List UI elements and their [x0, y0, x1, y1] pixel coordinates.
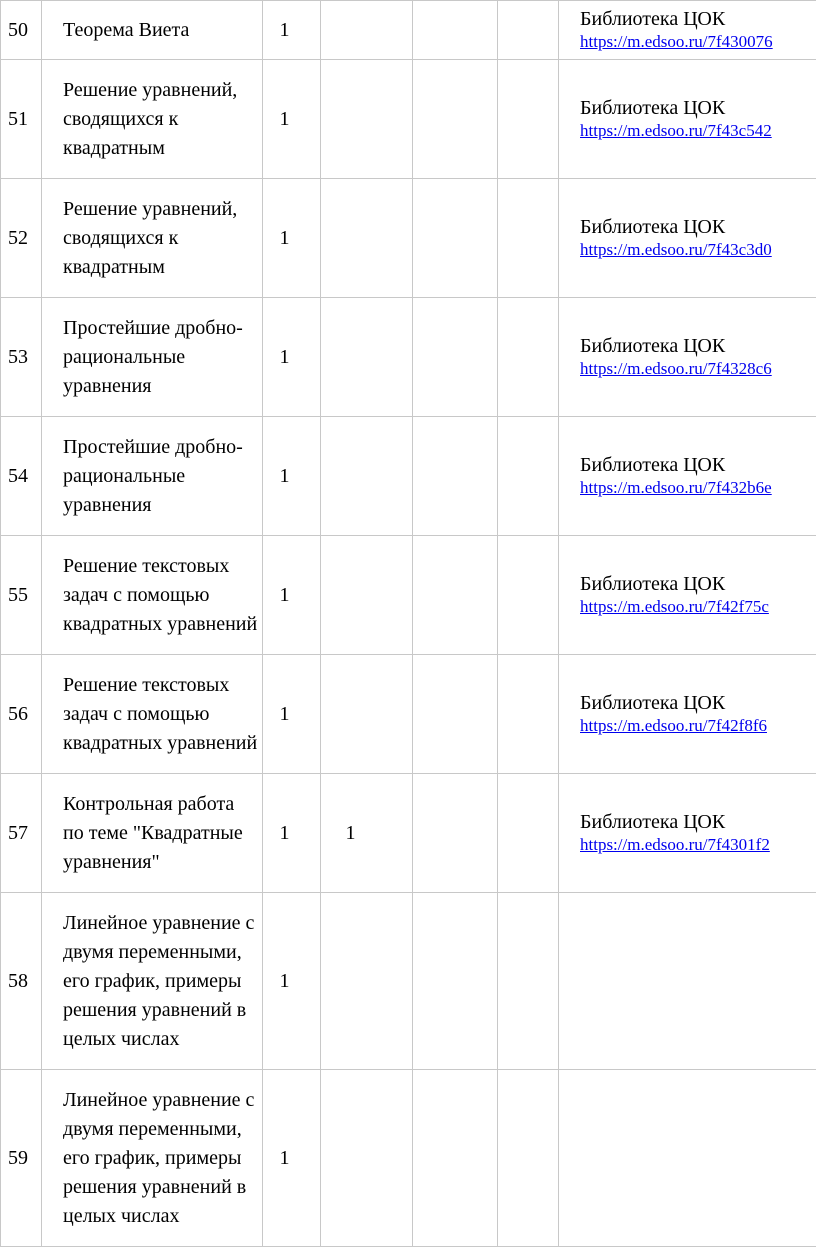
control-works	[321, 298, 413, 417]
practical-works	[413, 1070, 498, 1247]
practical-works	[413, 774, 498, 893]
digital-resource	[559, 298, 816, 417]
practical-works	[413, 60, 498, 179]
resource-label: Библиотека ЦОК	[580, 335, 726, 357]
study-date	[498, 298, 559, 417]
lesson-topic: Теорема Виета	[42, 1, 263, 60]
total-hours: 1	[263, 655, 321, 774]
digital-resource	[559, 1, 816, 60]
study-date	[498, 179, 559, 298]
practical-works	[413, 536, 498, 655]
total-hours: 1	[263, 298, 321, 417]
control-works	[321, 536, 413, 655]
resource-link[interactable]: https://m.edsoo.ru/7f43c542	[580, 121, 772, 140]
lesson-topic: Линейное уравнение с двумя переменными, его график, примеры решения уравнений в целых числах	[42, 893, 263, 1070]
resource-label: Библиотека ЦОК	[580, 573, 726, 595]
lesson-topic: Решение уравнений, сводящихся к квадратным	[42, 60, 263, 179]
total-hours: 1	[263, 893, 321, 1070]
resource-link[interactable]: https://m.edsoo.ru/7f432b6e	[580, 478, 772, 497]
resource-label: Библиотека ЦОК	[580, 811, 726, 833]
table-row	[1, 1, 816, 60]
digital-resource	[559, 655, 816, 774]
lesson-number: 55	[1, 536, 42, 655]
lesson-topic: Решение текстовых задач с помощью квадратных уравнений	[42, 536, 263, 655]
lesson-number: 52	[1, 179, 42, 298]
digital-resource	[559, 179, 816, 298]
study-date	[498, 893, 559, 1070]
lesson-number: 53	[1, 298, 42, 417]
table-row	[1, 298, 816, 417]
lesson-number: 56	[1, 655, 42, 774]
resource-label: Библиотека ЦОК	[580, 8, 726, 30]
table-row	[1, 417, 816, 536]
total-hours: 1	[263, 417, 321, 536]
total-hours: 1	[263, 1070, 321, 1247]
table-row	[1, 60, 816, 179]
table-row	[1, 179, 816, 298]
control-works	[321, 1070, 413, 1247]
lesson-topic: Простейшие дробно-рациональные уравнения	[42, 298, 263, 417]
control-works	[321, 893, 413, 1070]
resource-label: Библиотека ЦОК	[580, 692, 726, 714]
lesson-topic: Решение текстовых задач с помощью квадратных уравнений	[42, 655, 263, 774]
practical-works	[413, 1, 498, 60]
practical-works	[413, 417, 498, 536]
practical-works	[413, 179, 498, 298]
resource-link[interactable]: https://m.edsoo.ru/7f42f75c	[580, 597, 769, 616]
digital-resource	[559, 417, 816, 536]
digital-resource	[559, 774, 816, 893]
study-date	[498, 774, 559, 893]
table-row	[1, 655, 816, 774]
resource-label: Библиотека ЦОК	[580, 454, 726, 476]
resource-label: Библиотека ЦОК	[580, 97, 726, 119]
control-works	[321, 179, 413, 298]
total-hours: 1	[263, 774, 321, 893]
control-works: 1	[321, 774, 413, 893]
total-hours: 1	[263, 1, 321, 60]
study-date	[498, 1, 559, 60]
practical-works	[413, 893, 498, 1070]
lesson-number: 54	[1, 417, 42, 536]
digital-resource	[559, 893, 816, 1070]
control-works	[321, 417, 413, 536]
lesson-number: 57	[1, 774, 42, 893]
lesson-number: 58	[1, 893, 42, 1070]
total-hours: 1	[263, 179, 321, 298]
study-date	[498, 536, 559, 655]
total-hours: 1	[263, 60, 321, 179]
digital-resource	[559, 536, 816, 655]
lesson-number: 51	[1, 60, 42, 179]
practical-works	[413, 655, 498, 774]
control-works	[321, 655, 413, 774]
resource-link[interactable]: https://m.edsoo.ru/7f4328c6	[580, 359, 772, 378]
control-works	[321, 60, 413, 179]
digital-resource	[559, 1070, 816, 1247]
lesson-topic: Контрольная работа по теме "Квадратные уравнения"	[42, 774, 263, 893]
lesson-topic: Линейное уравнение с двумя переменными, его график, примеры решения уравнений в целых числах	[42, 1070, 263, 1247]
table-row	[1, 536, 816, 655]
study-date	[498, 1070, 559, 1247]
lesson-number: 50	[1, 1, 42, 60]
table-row	[1, 1070, 816, 1247]
control-works	[321, 1, 413, 60]
resource-link[interactable]: https://m.edsoo.ru/7f42f8f6	[580, 716, 767, 735]
resource-link[interactable]: https://m.edsoo.ru/7f4301f2	[580, 835, 770, 854]
table-row	[1, 893, 816, 1070]
practical-works	[413, 298, 498, 417]
resource-label: Библиотека ЦОК	[580, 216, 726, 238]
table-row	[1, 774, 816, 893]
digital-resource	[559, 60, 816, 179]
lesson-number: 59	[1, 1070, 42, 1247]
total-hours: 1	[263, 536, 321, 655]
study-date	[498, 655, 559, 774]
study-date	[498, 417, 559, 536]
resource-link[interactable]: https://m.edsoo.ru/7f430076	[580, 32, 773, 51]
study-date	[498, 60, 559, 179]
resource-link[interactable]: https://m.edsoo.ru/7f43c3d0	[580, 240, 772, 259]
lesson-topic: Решение уравнений, сводящихся к квадратным	[42, 179, 263, 298]
lesson-topic: Простейшие дробно-рациональные уравнения	[42, 417, 263, 536]
